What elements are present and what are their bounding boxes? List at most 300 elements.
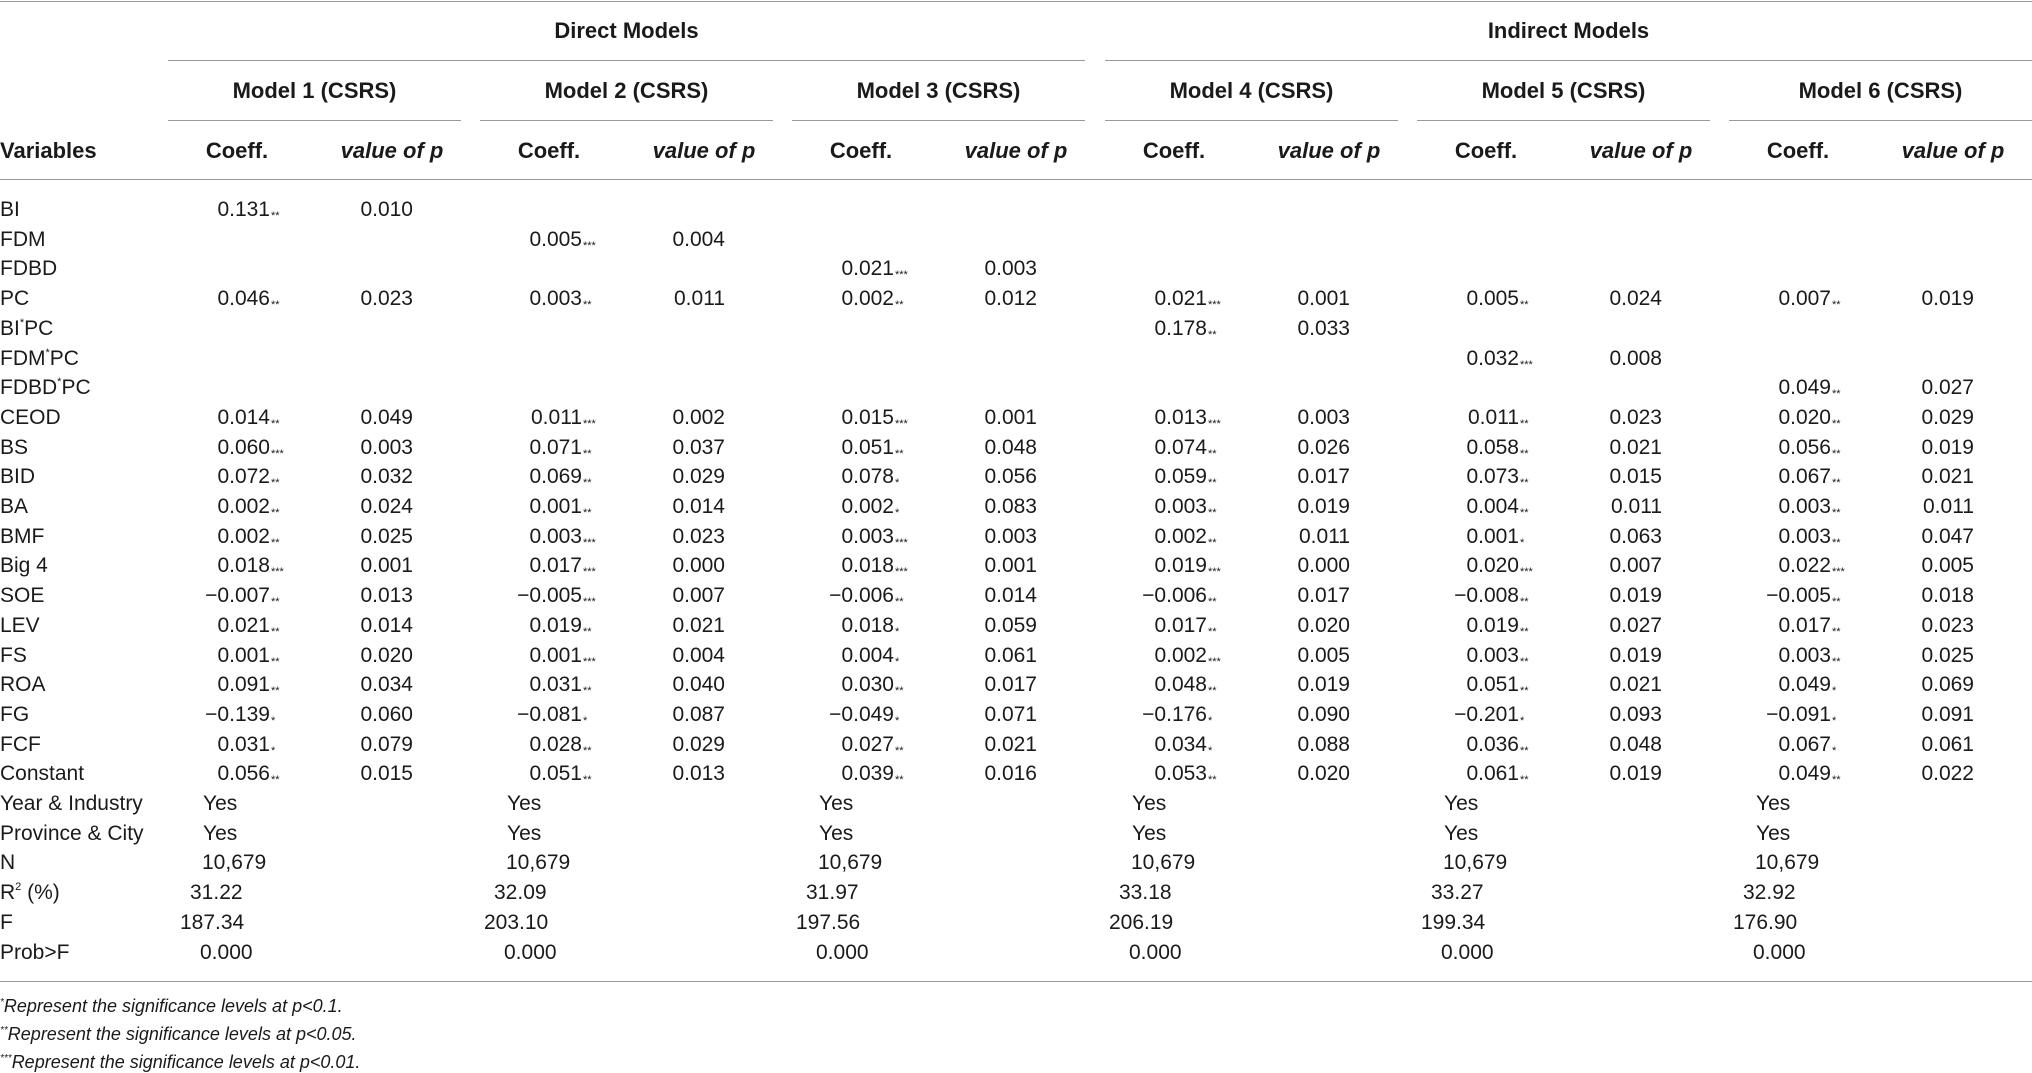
- p-value: 0.000: [672, 554, 725, 578]
- variable-label: BI*PC: [0, 316, 54, 340]
- coeff-value: 0.002: [217, 495, 270, 518]
- coeff-value: 0.003: [1778, 524, 1831, 548]
- significance-stars: ***: [1208, 299, 1221, 312]
- p-value: 0.001: [984, 405, 1037, 429]
- pvalue-header: value of p: [1901, 138, 2005, 163]
- p-value: 0.011: [674, 287, 725, 311]
- stat-value: 187.34: [180, 910, 245, 934]
- p-value: 0.019: [1921, 287, 1974, 311]
- significance-stars: **: [1520, 477, 1529, 490]
- coeff-value: 0.031: [529, 673, 582, 697]
- variable-label: BMF: [0, 524, 45, 548]
- p-value: 0.015: [360, 762, 413, 786]
- significance-stars: ***: [583, 417, 596, 430]
- p-value: 0.032: [360, 465, 413, 489]
- p-value: 0.034: [360, 673, 413, 697]
- significance-stars: **: [583, 507, 592, 519]
- p-value: 0.020: [1297, 613, 1350, 637]
- coeff-value: 0.058: [1466, 435, 1519, 459]
- coeff-value: −0.005: [517, 584, 582, 608]
- significance-stars: *: [895, 477, 900, 490]
- coeff-value: 0.005: [529, 227, 582, 251]
- p-value: 0.020: [1297, 762, 1350, 786]
- p-value: 0.063: [1609, 524, 1662, 548]
- significance-stars: **: [1520, 447, 1529, 460]
- p-value: 0.004: [672, 643, 725, 667]
- significance-stars: **: [1832, 625, 1841, 638]
- significance-stars: **: [1208, 536, 1217, 549]
- coeff-value: −0.201: [1454, 702, 1519, 726]
- coeff-value: 0.014: [217, 405, 270, 429]
- significance-stars: **: [1832, 596, 1841, 609]
- significance-stars: **: [583, 299, 592, 312]
- stat-value: 203.10: [484, 910, 549, 934]
- significance-stars: **: [1520, 417, 1529, 430]
- p-value: 0.029: [1921, 405, 1974, 429]
- significance-stars: **: [1208, 447, 1217, 460]
- significance-stars: **: [271, 774, 280, 787]
- coeff-value: 0.004: [1466, 495, 1519, 518]
- footnote-mark: *: [0, 997, 4, 1008]
- p-value: 0.019: [1609, 762, 1662, 786]
- stat-value: 0.000: [1129, 940, 1182, 964]
- coeff-header: Coeff.: [829, 138, 893, 163]
- coeff-value: 0.039: [841, 762, 894, 786]
- variable-label: FCF: [0, 732, 41, 756]
- variable-label: FDM: [0, 227, 46, 251]
- significance-stars: **: [1520, 685, 1529, 698]
- coeff-value: 0.001: [529, 643, 582, 667]
- significance-stars: **: [271, 299, 280, 312]
- significance-stars: *: [1208, 744, 1213, 757]
- significance-stars: *: [1832, 685, 1837, 698]
- p-value: 0.017: [1297, 465, 1350, 489]
- coeff-value: 0.051: [841, 435, 894, 459]
- significance-stars: **: [895, 774, 904, 787]
- significance-stars: **: [895, 447, 904, 460]
- significance-stars: **: [1520, 507, 1529, 519]
- p-value: 0.000: [1297, 554, 1350, 578]
- p-value: 0.010: [360, 198, 413, 221]
- variable-label: PC: [0, 287, 30, 311]
- r-squared-superscript: 2: [15, 881, 22, 894]
- pvalue-header: value of p: [1589, 138, 1693, 163]
- coeff-value: 0.178: [1154, 316, 1207, 340]
- model-rule-5: [1417, 120, 1710, 121]
- significance-stars: *: [271, 714, 276, 727]
- stat-label: Province & City: [0, 821, 144, 845]
- significance-stars: *: [1832, 744, 1837, 757]
- coeff-header: Coeff.: [517, 138, 581, 163]
- coeff-value: −0.081: [517, 702, 582, 726]
- p-value: 0.023: [672, 524, 725, 548]
- coeff-value: 0.027: [841, 732, 894, 756]
- p-value: 0.021: [1609, 673, 1662, 697]
- coeff-value: 0.060: [217, 435, 270, 459]
- stat-value: Yes: [203, 821, 238, 845]
- interaction-mark: *: [19, 316, 25, 329]
- p-value: 0.003: [360, 435, 413, 459]
- p-value: 0.003: [1297, 405, 1350, 429]
- coeff-value: 0.048: [1154, 673, 1207, 697]
- pvalue-header: value of p: [652, 138, 756, 163]
- model-rule-2: [480, 120, 773, 121]
- group-rule-direct: [168, 60, 1085, 61]
- coeff-value: 0.018: [841, 554, 894, 578]
- p-value: 0.011: [1299, 524, 1350, 548]
- coeff-value: 0.051: [1466, 673, 1519, 697]
- variable-label: FG: [0, 702, 30, 726]
- p-value: 0.007: [672, 584, 725, 608]
- p-value: 0.021: [984, 732, 1037, 756]
- coeff-value: 0.001: [529, 495, 582, 518]
- variable-label: SOE: [0, 584, 45, 608]
- p-value: 0.024: [1609, 287, 1662, 311]
- pvalue-header: value of p: [1277, 138, 1381, 163]
- significance-stars: **: [1520, 655, 1529, 668]
- p-value: 0.004: [672, 227, 725, 251]
- significance-stars: ***: [1208, 417, 1221, 430]
- stat-value: 33.18: [1119, 881, 1172, 905]
- significance-stars: *: [1208, 714, 1213, 727]
- significance-stars: *: [895, 507, 900, 519]
- significance-stars: ***: [1208, 655, 1221, 668]
- p-value: 0.017: [1297, 584, 1350, 608]
- significance-stars: *: [1520, 714, 1525, 727]
- coeff-value: 0.015: [841, 405, 894, 429]
- group-header-indirect: Indirect Models: [1487, 18, 1650, 43]
- coeff-value: 0.020: [1466, 554, 1519, 578]
- significance-stars: ***: [271, 447, 284, 460]
- p-value: 0.027: [1609, 613, 1662, 637]
- p-value: 0.019: [1921, 435, 1974, 459]
- coeff-value: 0.034: [1154, 732, 1207, 756]
- p-value: 0.040: [672, 673, 725, 697]
- coeff-value: 0.067: [1778, 465, 1831, 489]
- p-value: 0.017: [984, 673, 1037, 697]
- significance-stars: **: [583, 744, 592, 757]
- variable-label: ROA: [0, 673, 46, 697]
- coeff-value: 0.003: [1154, 495, 1207, 518]
- significance-stars: **: [583, 774, 592, 787]
- stat-value: Yes: [1132, 792, 1167, 815]
- p-value: 0.047: [1921, 524, 1974, 548]
- coeff-value: 0.017: [1778, 613, 1831, 637]
- variable-label: BI: [0, 198, 20, 221]
- significance-stars: **: [1832, 774, 1841, 787]
- stat-label: Year & Industry: [0, 792, 143, 815]
- significance-stars: **: [1520, 744, 1529, 757]
- significance-stars: ***: [583, 655, 596, 668]
- significance-stars: ***: [583, 596, 596, 609]
- coeff-header: Coeff.: [1454, 138, 1518, 163]
- model-rule-1: [168, 120, 461, 121]
- coeff-value: 0.019: [529, 613, 582, 637]
- coeff-value: 0.067: [1778, 732, 1831, 756]
- p-value: 0.088: [1297, 732, 1350, 756]
- footnote-mark: ***: [0, 1053, 12, 1064]
- model-header-3: Model 3 (CSRS): [856, 78, 1021, 103]
- coeff-value: 0.017: [529, 554, 582, 578]
- stat-value: 31.22: [190, 881, 243, 905]
- significance-stars: ***: [895, 269, 908, 282]
- p-value: 0.021: [1921, 465, 1974, 489]
- stat-value: Yes: [1444, 792, 1479, 815]
- stat-value: 10,679: [1131, 851, 1196, 875]
- variable-label: CEOD: [0, 405, 61, 429]
- model-header-1: Model 1 (CSRS): [232, 78, 397, 103]
- stat-value: 32.92: [1743, 881, 1796, 905]
- coeff-value: 0.002: [841, 495, 894, 518]
- p-value: 0.018: [1921, 584, 1974, 608]
- significance-stars: **: [271, 596, 280, 609]
- p-value: 0.079: [360, 732, 413, 756]
- significance-stars: ***: [583, 239, 596, 252]
- p-value: 0.003: [984, 257, 1037, 281]
- significance-stars: **: [1208, 477, 1217, 490]
- p-value: 0.011: [1923, 495, 1974, 518]
- interaction-mark: *: [57, 376, 62, 389]
- coeff-value: −0.091: [1766, 702, 1831, 726]
- stat-label: Prob>F: [0, 940, 70, 964]
- significance-stars: **: [1520, 774, 1529, 787]
- variable-label: BID: [0, 465, 36, 489]
- p-value: 0.060: [360, 702, 413, 726]
- significance-stars: **: [271, 655, 280, 668]
- significance-stars: ***: [1208, 566, 1221, 579]
- significance-stars: ***: [895, 536, 908, 549]
- coeff-value: 0.021: [1154, 287, 1207, 311]
- stat-value: 176.90: [1733, 910, 1798, 934]
- coeff-value: 0.072: [217, 465, 270, 489]
- significance-stars: **: [271, 685, 280, 698]
- coeff-value: 0.022: [1778, 554, 1831, 578]
- significance-stars: **: [1208, 774, 1217, 787]
- coeff-value: 0.001: [217, 643, 270, 667]
- p-value: 0.022: [1921, 762, 1974, 786]
- p-value: 0.012: [984, 287, 1037, 311]
- significance-stars: ***: [1832, 566, 1845, 579]
- stat-value: Yes: [507, 821, 542, 845]
- p-value: 0.003: [984, 524, 1037, 548]
- significance-stars: **: [271, 210, 280, 222]
- variables-header: Variables: [0, 138, 97, 163]
- coeff-value: 0.051: [529, 762, 582, 786]
- pvalue-header: value of p: [340, 138, 444, 163]
- significance-stars: **: [583, 685, 592, 698]
- variable-label: Big 4: [0, 554, 48, 578]
- significance-stars: **: [583, 477, 592, 490]
- significance-stars: **: [583, 625, 592, 638]
- stat-value: Yes: [1756, 792, 1791, 815]
- coeff-value: 0.031: [217, 732, 270, 756]
- significance-stars: **: [1520, 299, 1529, 312]
- p-value: 0.049: [360, 405, 413, 429]
- significance-stars: **: [271, 417, 280, 430]
- model-rule-6: [1729, 120, 2032, 121]
- stat-value: Yes: [819, 792, 854, 815]
- stat-value: 199.34: [1421, 910, 1486, 934]
- significance-stars: **: [1832, 447, 1841, 460]
- significance-stars: **: [1208, 685, 1217, 698]
- stat-value: 32.09: [494, 881, 547, 905]
- coeff-value: 0.018: [841, 613, 894, 637]
- model-rule-3: [792, 120, 1085, 121]
- p-value: 0.014: [672, 495, 725, 518]
- p-value: 0.059: [984, 613, 1037, 637]
- coeff-value: 0.002: [1154, 643, 1207, 667]
- coeff-value: 0.056: [217, 762, 270, 786]
- significance-stars: *: [895, 714, 900, 727]
- coeff-value: 0.049: [1778, 376, 1831, 400]
- stat-value: 10,679: [1755, 851, 1820, 875]
- significance-stars: ***: [895, 566, 908, 579]
- variable-label: LEV: [0, 613, 40, 637]
- significance-stars: **: [1832, 507, 1841, 519]
- coeff-value: 0.002: [1154, 524, 1207, 548]
- variable-label: BS: [0, 435, 29, 459]
- p-value: 0.021: [1609, 435, 1662, 459]
- significance-stars: ***: [895, 417, 908, 430]
- significance-stars: **: [1832, 417, 1841, 430]
- coeff-value: 0.011: [531, 405, 582, 429]
- p-value: 0.025: [1921, 643, 1974, 667]
- p-value: 0.019: [1297, 673, 1350, 697]
- coeff-value: 0.028: [529, 732, 582, 756]
- stat-value: 0.000: [504, 940, 557, 964]
- p-value: 0.048: [1609, 732, 1662, 756]
- p-value: 0.037: [672, 435, 725, 459]
- coeff-value: 0.021: [217, 613, 270, 637]
- model-rule-4: [1105, 120, 1398, 121]
- interaction-mark: *: [45, 346, 50, 359]
- stat-value: 0.000: [1753, 940, 1806, 964]
- coeff-value: −0.006: [1142, 584, 1207, 608]
- p-value: 0.091: [1921, 702, 1974, 726]
- coeff-value: 0.003: [841, 524, 894, 548]
- significance-stars: **: [1520, 625, 1529, 638]
- p-value: 0.027: [1921, 376, 1974, 400]
- coeff-value: 0.003: [529, 287, 582, 311]
- coeff-value: 0.046: [217, 287, 270, 311]
- coeff-value: 0.073: [1466, 465, 1519, 489]
- model-header-2: Model 2 (CSRS): [544, 78, 709, 103]
- stat-value: Yes: [1444, 821, 1479, 845]
- model-header-6: Model 6 (CSRS): [1798, 78, 1963, 103]
- significance-stars: ***: [1520, 358, 1533, 371]
- coeff-value: 0.002: [217, 524, 270, 548]
- stat-value: 197.56: [796, 910, 861, 934]
- coeff-value: 0.013: [1154, 405, 1207, 429]
- p-value: 0.021: [672, 613, 725, 637]
- coeff-value: 0.078: [841, 465, 894, 489]
- p-value: 0.014: [360, 613, 413, 637]
- coeff-header: Coeff.: [1142, 138, 1206, 163]
- significance-stars: ***: [583, 536, 596, 549]
- p-value: 0.001: [984, 554, 1037, 578]
- variable-label: FDBD: [0, 257, 58, 281]
- coeff-value: 0.017: [1154, 613, 1207, 637]
- significance-stars: **: [271, 477, 280, 490]
- significance-stars: **: [1832, 477, 1841, 490]
- significance-stars: ***: [271, 566, 284, 579]
- p-value: 0.019: [1609, 584, 1662, 608]
- top-rule: [0, 1, 2032, 2]
- stat-value: 206.19: [1109, 910, 1174, 934]
- p-value: 0.008: [1609, 346, 1662, 370]
- footnote-mark: **: [0, 1025, 8, 1036]
- coeff-value: −0.049: [829, 702, 894, 726]
- p-value: 0.023: [1921, 613, 1974, 637]
- variable-label: FDBD*PC: [0, 376, 91, 400]
- p-value: 0.016: [984, 762, 1037, 786]
- footnote-3: ***Represent the significance levels at p<0.01.: [0, 1052, 361, 1072]
- coeff-value: −0.176: [1142, 702, 1207, 726]
- significance-stars: **: [271, 507, 280, 519]
- coeff-value: 0.059: [1154, 465, 1207, 489]
- p-value: 0.005: [1297, 643, 1350, 667]
- stat-value: 10,679: [506, 851, 571, 875]
- coeff-value: 0.061: [1466, 762, 1519, 786]
- coeff-value: 0.053: [1154, 762, 1207, 786]
- coeff-value: 0.020: [1778, 405, 1831, 429]
- p-value: 0.014: [984, 584, 1037, 608]
- p-value: 0.007: [1609, 554, 1662, 578]
- significance-stars: *: [895, 625, 900, 638]
- significance-stars: **: [1208, 328, 1217, 341]
- coeff-value: 0.056: [1778, 435, 1831, 459]
- p-value: 0.013: [672, 762, 725, 786]
- stat-value: 0.000: [816, 940, 869, 964]
- p-value: 0.071: [984, 702, 1037, 726]
- group-rule-indirect: [1105, 60, 2032, 61]
- p-value: 0.002: [672, 405, 725, 429]
- stat-value: Yes: [507, 792, 542, 815]
- p-value: 0.023: [1609, 405, 1662, 429]
- p-value: 0.001: [1297, 287, 1350, 311]
- p-value: 0.029: [672, 732, 725, 756]
- stat-value: 0.000: [200, 940, 253, 964]
- p-value: 0.015: [1609, 465, 1662, 489]
- stat-label: N: [0, 851, 16, 875]
- significance-stars: **: [1832, 655, 1841, 668]
- group-header-direct: Direct Models: [554, 18, 699, 43]
- coeff-value: 0.049: [1778, 673, 1831, 697]
- coeff-value: 0.049: [1778, 762, 1831, 786]
- p-value: 0.029: [672, 465, 725, 489]
- p-value: 0.061: [1921, 732, 1974, 756]
- coeff-value: 0.032: [1466, 346, 1519, 370]
- p-value: 0.083: [984, 495, 1037, 518]
- p-value: 0.033: [1297, 316, 1350, 340]
- variable-label: FS: [0, 643, 27, 667]
- significance-stars: *: [271, 744, 276, 757]
- p-value: 0.026: [1297, 435, 1350, 459]
- coeff-header: Coeff.: [205, 138, 269, 163]
- coeff-value: 0.004: [841, 643, 894, 667]
- coeff-value: 0.019: [1154, 554, 1207, 578]
- p-value: 0.013: [360, 584, 413, 608]
- coeff-value: 0.002: [841, 287, 894, 311]
- significance-stars: ***: [583, 566, 596, 579]
- significance-stars: *: [1832, 714, 1837, 727]
- coeff-value: −0.008: [1454, 584, 1519, 608]
- coeff-value: 0.074: [1154, 435, 1207, 459]
- footnote-1: *Represent the significance levels at p<0.1.: [0, 996, 343, 1016]
- p-value: 0.020: [360, 643, 413, 667]
- significance-stars: *: [1520, 536, 1525, 549]
- variable-label: BA: [0, 495, 29, 518]
